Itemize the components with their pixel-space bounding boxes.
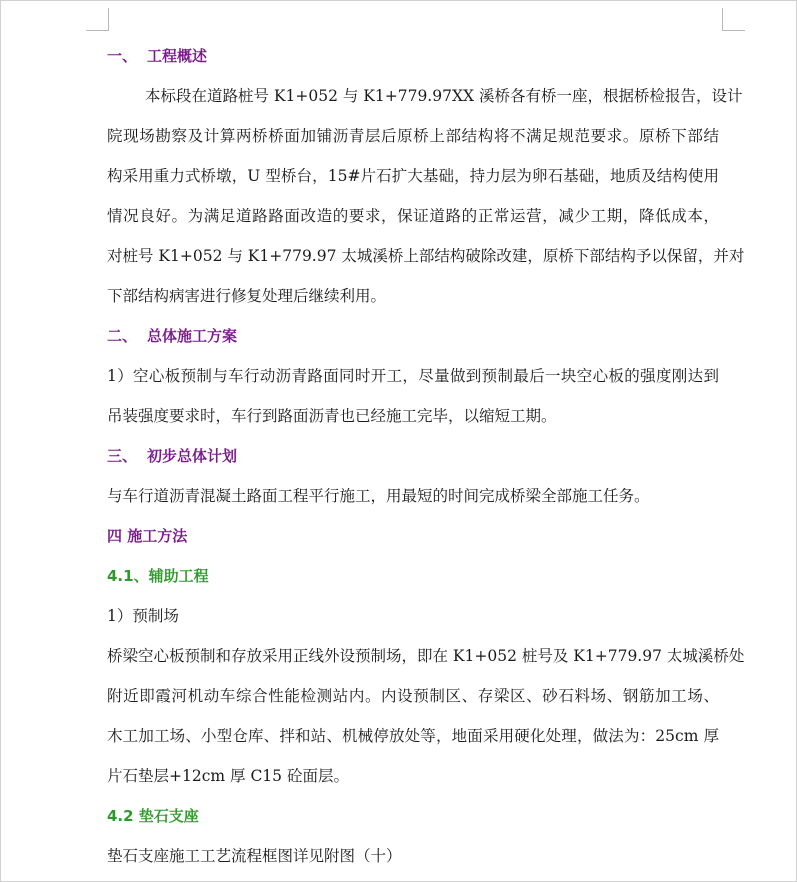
paragraph-line: 附近即霞河机动车综合性能检测站内。内设预制区、存梁区、砂石料场、钢筋加工场、	[107, 687, 719, 705]
paragraph-line: 本标段在道路桩号 K1+052 与 K1+779.97XX 溪桥各有桥一座，根据桥检报告，设计	[145, 87, 743, 105]
paragraph-line: 下部结构病害进行修复处理后继续利用。	[107, 287, 387, 305]
section-heading-overview	[107, 46, 719, 66]
paragraph-line: 吊装强度要求时，车行到路面沥青也已经施工完毕，以缩短工期。	[107, 407, 557, 425]
section-title: 工程概述	[147, 47, 208, 65]
section-heading-methods: 四 施工方法	[107, 527, 188, 545]
section-title: 总体施工方案	[147, 327, 238, 345]
paragraph-line: 垫石支座施工工艺流程框图详见附图（十）	[107, 847, 402, 865]
paragraph-line: 情况良好。为满足道路路面改造的要求，保证道路的正常运营，减少工期，降低成本，	[107, 207, 719, 225]
section-number: 二、	[107, 327, 138, 345]
subsection-heading-bearing: 4.2 垫石支座	[107, 807, 199, 825]
paragraph-line: 1）空心板预制与车行动沥青路面同时开工，尽量做到预制最后一块空心板的强度刚达到	[107, 367, 719, 385]
section-number: 一、	[107, 47, 138, 65]
paragraph-line: 桥梁空心板预制和存放采用正线外设预制场，即在 K1+052 桩号及 K1+779.97 太城溪桥处	[107, 647, 745, 665]
corner-mark-top-left	[86, 8, 109, 31]
section-heading-schedule	[107, 446, 719, 466]
section-title: 初步总体计划	[147, 447, 238, 465]
paragraph-line: 对桩号 K1+052 与 K1+779.97 太城溪桥上部结构破除改建，原桥下部结构予以保留，并对	[107, 247, 745, 265]
paragraph-line: 与车行道沥青混凝土路面工程平行施工，用最短的时间完成桥梁全部施工任务。	[107, 487, 650, 505]
paragraph-line: 片石垫层+12cm 厚 C15 砼面层。	[107, 767, 349, 785]
section-heading-construction-plan	[107, 326, 719, 346]
paragraph-line: 木工加工场、小型仓库、拌和站、机械停放处等，地面采用硬化处理，做法为：25cm 厚	[107, 727, 719, 745]
subsection-item: 1）预制场	[107, 607, 179, 625]
section-number: 三、	[107, 447, 138, 465]
paragraph-line: 院现场勘察及计算两桥桥面加铺沥青层后原桥上部结构将不满足规范要求。原桥下部结	[107, 127, 719, 145]
paragraph-line: 构采用重力式桥墩，U 型桥台，15#片石扩大基础，持力层为卵石基础，地质及结构使用	[107, 167, 719, 185]
corner-mark-top-right	[722, 8, 745, 31]
subsection-heading-auxiliary: 4.1、辅助工程	[107, 567, 209, 585]
